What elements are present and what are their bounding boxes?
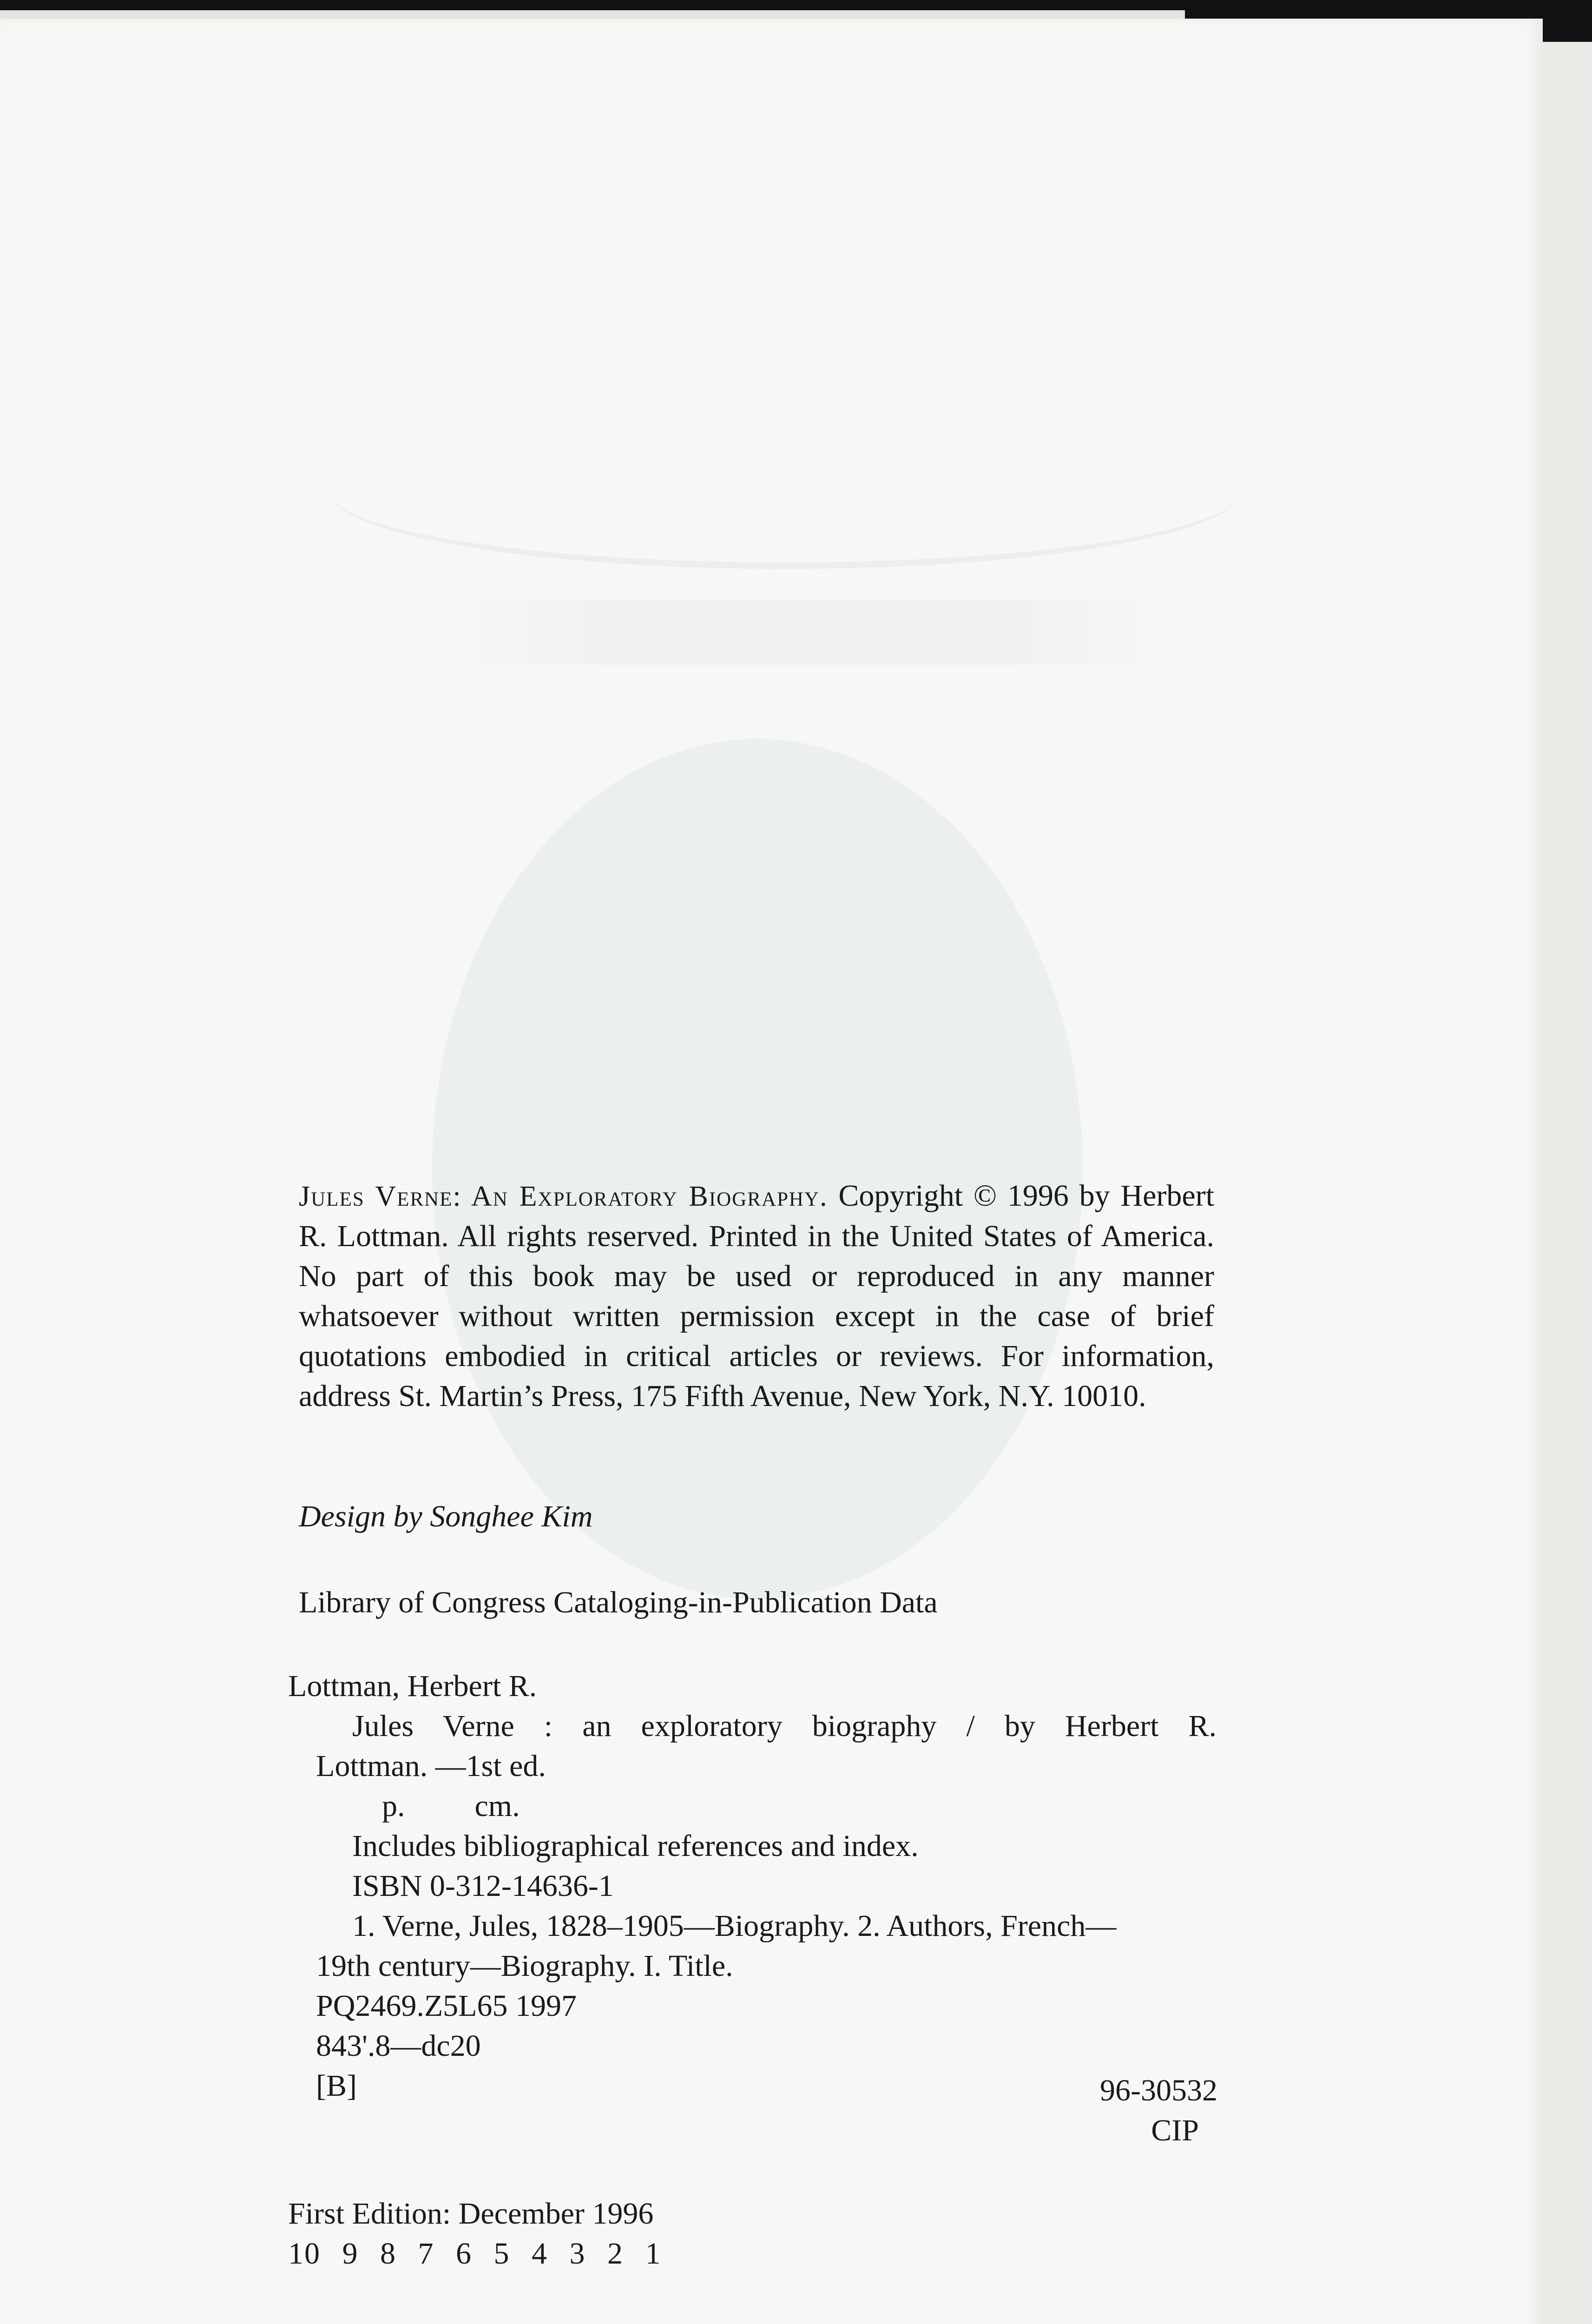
cip-label-row — [288, 2106, 1217, 2146]
cip-control-number: 96-30532 — [1100, 2073, 1217, 2107]
cip-physical-description — [288, 1786, 1217, 1826]
cip-heading: Library of Congress Cataloging-in-Publication Data — [299, 1585, 938, 1619]
show-through-portrait-oval — [432, 739, 1083, 1599]
cip-includes-note: Includes bibliographical references and index. — [352, 1829, 919, 1863]
cip-author: Lottman, Herbert R. — [288, 1669, 537, 1703]
cip-subjects-line-1: 1. Verne, Jules, 1828–1905—Biography. 2. Authors, French— — [352, 1909, 1117, 1943]
cip-data-block — [288, 1666, 1217, 2146]
cip-size: cm. — [474, 1789, 520, 1823]
cip-lc-classification: PQ2469.Z5L65 1997 — [316, 1989, 577, 2023]
cip-bracket: [B] — [316, 2069, 357, 2103]
cip-label: CIP — [1151, 2113, 1199, 2147]
cip-title-line-1: Jules Verne : an exploratory biography / by Herbert R. — [352, 1709, 1217, 1743]
copyright-notice — [299, 1176, 1214, 1416]
cip-pages: p. — [382, 1789, 405, 1823]
show-through-flourish — [330, 414, 1241, 569]
cip-dewey-classification: 843'.8—dc20 — [316, 2029, 481, 2063]
printer-key-line: 10 9 8 7 6 5 4 3 2 1 — [288, 2237, 662, 2271]
show-through-title — [460, 600, 1157, 665]
cip-isbn: ISBN 0-312-14636-1 — [352, 1869, 614, 1903]
show-through-artwork — [302, 414, 1278, 1622]
copyright-body: Copyright © 1996 by Herbert R. Lottman. All rights reserved. Printed in the United States of America. No part of this book may be used or reproduced in any manner whatsoever without written permission except in the case of brief quotations embodied in critical articles or reviews. For information, address St. Martin’s Press, 175 Fifth Avenue, New York, N.Y. 10010. — [299, 1179, 1215, 1413]
first-edition-line: First Edition: December 1996 — [288, 2197, 654, 2231]
cip-title-line-2: Lottman. —1st ed. — [316, 1749, 546, 1783]
cip-bracket-code — [288, 2066, 1217, 2106]
design-credit: Design by Songhee Kim — [299, 1499, 593, 1533]
cip-subjects-line-2: 19th century—Biography. I. Title. — [316, 1949, 733, 1983]
copyright-book-title: Jules Verne: An Exploratory Biography. — [299, 1181, 828, 1212]
